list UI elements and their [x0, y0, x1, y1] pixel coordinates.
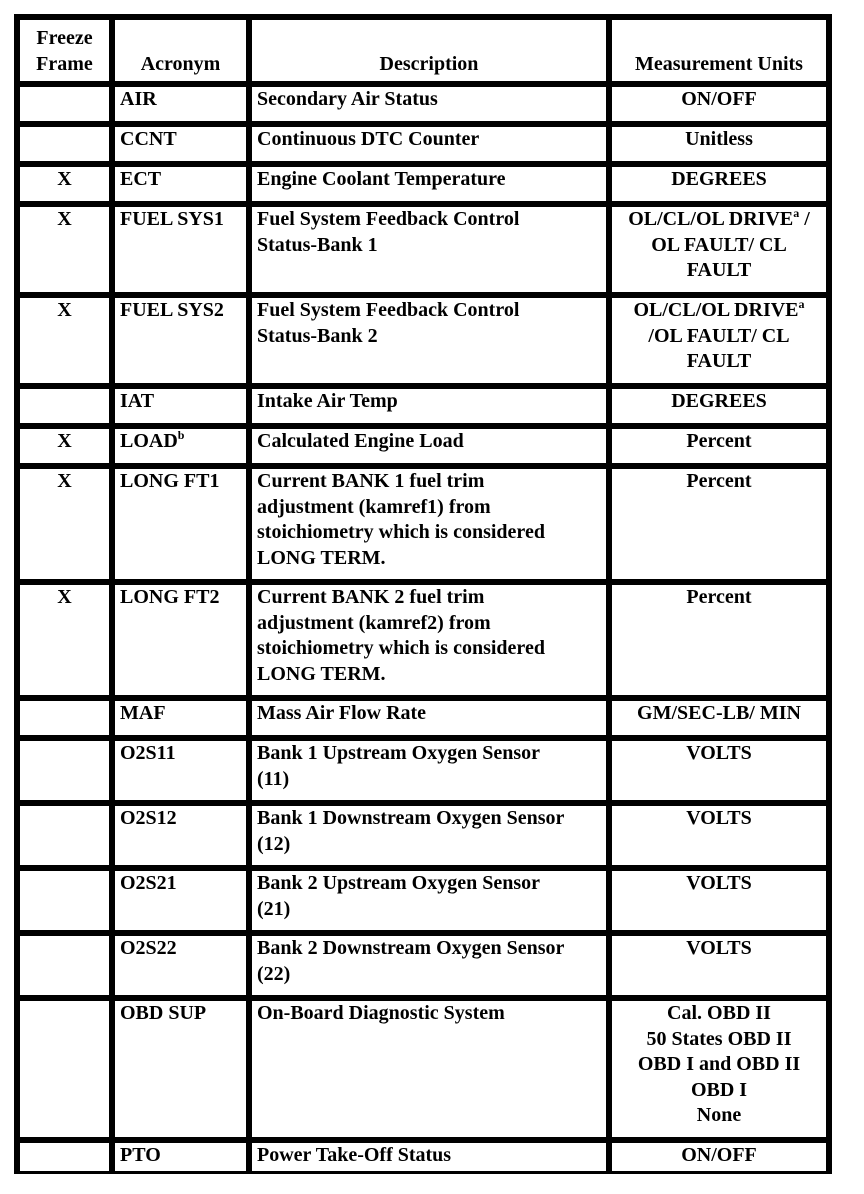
description-cell: Fuel System Feedback Control Status-Bank 1 [252, 207, 606, 292]
freeze-frame-cell [20, 741, 109, 800]
units-cell: Percent [612, 585, 826, 695]
footnote-a-mark: a [793, 207, 800, 220]
footnote-a-mark: a [798, 298, 805, 311]
acronym-cell: FUEL SYS1 [115, 207, 246, 292]
units-cell: VOLTS [612, 741, 826, 800]
acronym-cell: LOAD$^b$ [115, 429, 246, 463]
freeze-frame-cell [20, 127, 109, 161]
units-cell: Percent [612, 469, 826, 579]
header-measurement-units: Measurement Units [612, 20, 826, 81]
acronym-table [14, 14, 832, 1174]
freeze-frame-cell: X [20, 167, 109, 201]
freeze-frame-cell [20, 1143, 109, 1171]
freeze-frame-cell [20, 806, 109, 865]
units-cell: VOLTS [612, 936, 826, 995]
description-cell: Intake Air Temp [252, 389, 606, 423]
acronym-cell: LONG FT1 [115, 469, 246, 579]
table-row [17, 738, 829, 803]
acronym-cell: LONG FT2 [115, 585, 246, 695]
units-cell: VOLTS [612, 806, 826, 865]
table-row [17, 998, 829, 1140]
table-row [17, 164, 829, 204]
table-row [17, 84, 829, 124]
description-cell: Bank 1 Downstream Oxygen Sensor (12) [252, 806, 606, 865]
table-row [17, 803, 829, 868]
freeze-frame-cell: X [20, 469, 109, 579]
description-cell: Secondary Air Status [252, 87, 606, 121]
table-row [17, 386, 829, 426]
units-cell: GM/SEC-LB/ MIN [612, 701, 826, 735]
table-row [17, 204, 829, 295]
acronym-cell: CCNT [115, 127, 246, 161]
description-cell: Continuous DTC Counter [252, 127, 606, 161]
table-row [17, 295, 829, 386]
footnote-b-mark: b [177, 429, 185, 442]
units-cell: Unitless [612, 127, 826, 161]
acronym-cell: O2S11 [115, 741, 246, 800]
table-row [17, 582, 829, 698]
description-cell: Fuel System Feedback Control Status-Bank 2 [252, 298, 606, 383]
units-cell: Percent [612, 429, 826, 463]
freeze-frame-cell [20, 389, 109, 423]
description-cell: Bank 2 Upstream Oxygen Sensor (21) [252, 871, 606, 930]
units-cell: DEGREES [612, 167, 826, 201]
acronym-cell: FUEL SYS2 [115, 298, 246, 383]
table-row [17, 466, 829, 582]
freeze-frame-cell: X [20, 585, 109, 695]
units-cell: OL/CL/OL DRIVE$^a$ / OL FAULT/ CL FAULT [612, 207, 826, 292]
acronym-cell: AIR [115, 87, 246, 121]
header-acronym: Acronym [115, 20, 246, 81]
description-cell: Current BANK 2 fuel trim adjustment (kamref2) from stoichiometry which is considered LONG TERM. [252, 585, 606, 695]
acronym-cell: IAT [115, 389, 246, 423]
freeze-frame-cell: X [20, 429, 109, 463]
description-cell: Calculated Engine Load [252, 429, 606, 463]
units-cell: ON/OFF [612, 1143, 826, 1171]
table-row [17, 124, 829, 164]
description-cell: On-Board Diagnostic System [252, 1001, 606, 1137]
units-cell: ON/OFF [612, 87, 826, 121]
table-row [17, 868, 829, 933]
description-cell: Current BANK 1 fuel trim adjustment (kamref1) from stoichiometry which is considered LONG TERM. [252, 469, 606, 579]
header-description: Description [252, 20, 606, 81]
freeze-frame-cell [20, 1001, 109, 1137]
table-row [17, 933, 829, 998]
acronym-cell: O2S21 [115, 871, 246, 930]
description-cell: Bank 2 Downstream Oxygen Sensor (22) [252, 936, 606, 995]
description-cell: Power Take-Off Status [252, 1143, 606, 1171]
freeze-frame-cell: X [20, 207, 109, 292]
freeze-frame-cell: X [20, 298, 109, 383]
freeze-frame-cell [20, 871, 109, 930]
table-row [17, 426, 829, 466]
acronym-cell: O2S22 [115, 936, 246, 995]
description-cell: Bank 1 Upstream Oxygen Sensor (11) [252, 741, 606, 800]
acronym-cell: MAF [115, 701, 246, 735]
units-cell: VOLTS [612, 871, 826, 930]
description-cell: Engine Coolant Temperature [252, 167, 606, 201]
acronym-cell: PTO [115, 1143, 246, 1171]
freeze-frame-cell [20, 701, 109, 735]
table-row [17, 698, 829, 738]
units-cell: DEGREES [612, 389, 826, 423]
description-cell: Mass Air Flow Rate [252, 701, 606, 735]
header-freeze-frame: Freeze Frame [20, 20, 109, 81]
acronym-cell: O2S12 [115, 806, 246, 865]
units-cell: Cal. OBD II 50 States OBD II OBD I and OBD II OBD I None [612, 1001, 826, 1137]
freeze-frame-cell [20, 87, 109, 121]
freeze-frame-cell [20, 936, 109, 995]
units-cell: OL/CL/OL DRIVE$^a$ /OL FAULT/ CL FAULT [612, 298, 826, 383]
acronym-cell: ECT [115, 167, 246, 201]
table-row [17, 1140, 829, 1174]
table-header-row [17, 17, 829, 84]
acronym-cell: OBD SUP [115, 1001, 246, 1137]
